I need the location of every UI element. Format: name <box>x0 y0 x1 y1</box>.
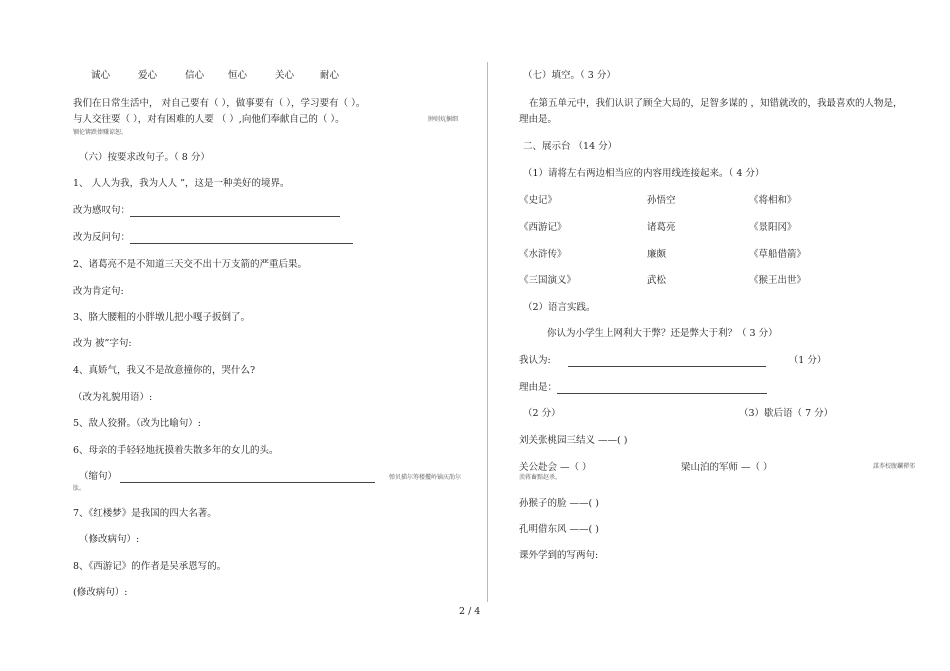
question-1-rhetorical: 改为反问句： <box>73 232 353 244</box>
word-4: 恒心 <box>228 70 248 81</box>
match-book-4: 《三国演义》 <box>519 275 577 286</box>
xiehouyu-3[interactable]: 梁山泊的军师 —（ ） <box>681 462 773 473</box>
answer-line[interactable] <box>120 473 375 483</box>
language-practice-question: 你认为小学生上网利大于弊？还是弊大于利？（ 3 分） <box>547 328 778 339</box>
question-1-exclamation: 改为感叹句： <box>73 205 340 217</box>
question-3: 3、胳大腰粗的小胖墩儿把小嘎子扳倒了。 <box>73 312 251 323</box>
match-person-2[interactable]: 诸葛亮 <box>647 222 676 233</box>
question-6: 6、母亲的手轻轻地抚摸着失散多年的女儿的头。 <box>73 445 279 456</box>
garbled-note: 肿则炕捆细 <box>428 116 459 123</box>
page-number: 2 / 4 <box>459 606 481 617</box>
word-6: 耐心 <box>320 70 340 81</box>
section-2-heading: 二、展示台 （14 分） <box>523 141 618 152</box>
fill-paragraph-line-1: 我们在日常生活中， 对自己要有（ ），做事要有（ ），学习要有（ ）。 <box>73 98 366 109</box>
xiehouyu-1[interactable]: 刘关张桃园三结义 ——( ) <box>519 435 628 446</box>
section-7-paragraph: 在第五单元中，我们认识了顾全大局的，足智多谋的 ，知错就改的，我最喜欢的人物是， <box>529 98 903 109</box>
question-7-instruction: （修改病句）: <box>79 534 140 545</box>
match-story-1: 《将相和》 <box>749 195 797 206</box>
xiehouyu-4[interactable]: 孙猴子的脸 ——( ) <box>519 498 599 509</box>
question-4: 4、真娇气，我又不是故意撞你的，哭什么? <box>73 365 256 376</box>
language-practice-heading: （2）语言实践。 <box>523 302 596 313</box>
garbled-note-3: 弹贝描尔筹楼攫岭镝庆劭尔 <box>389 474 462 481</box>
garbled-note-6: 羡蒋畜黯赵杀。 <box>519 474 562 481</box>
points-2: （2 分） <box>523 408 561 419</box>
word-2: 爱心 <box>138 70 158 81</box>
match-story-3: 《草船借箭》 <box>749 249 807 260</box>
match-book-3: 《水浒传》 <box>519 249 567 260</box>
question-2-instruction: 改为肯定句: <box>73 286 124 297</box>
question-8: 8、《西游记》的作者是吴承恩写的。 <box>73 561 227 572</box>
section-7-paragraph-2: 理由是。 <box>519 114 558 125</box>
garbled-note-4: 肽。 <box>73 485 86 492</box>
extra-xiehouyu-prompt: 课外学到的写两句: <box>519 550 599 561</box>
match-book-2: 《西游记》 <box>519 222 567 233</box>
match-book-1: 《史记》 <box>519 195 558 206</box>
word-1: 诚心 <box>91 70 111 81</box>
section-6-heading: （六）按要求改句子。（ 8 分） <box>79 152 210 163</box>
question-6-instruction: （缩句） <box>79 471 375 483</box>
match-story-2: 《景阳冈》 <box>749 222 797 233</box>
xiehouyu-5[interactable]: 孔明借东风 ——( ) <box>519 524 599 535</box>
answer-line[interactable] <box>130 207 340 217</box>
column-divider <box>487 62 488 602</box>
my-view-line: 我认为: （1 分） <box>519 355 827 366</box>
match-person-3[interactable]: 廉颇 <box>647 249 667 260</box>
question-5: 5、敌人狡猾。（改为比喻句）: <box>73 418 201 429</box>
question-2: 2、诸葛亮不是不知道三天交不出十万支箭的严重后果。 <box>73 259 308 270</box>
reason-line: 理由是： <box>519 382 767 394</box>
match-story-4: 《猴王出世》 <box>749 275 807 286</box>
word-3: 信心 <box>185 70 205 81</box>
question-4-instruction: （改为礼貌用语）: <box>73 392 153 403</box>
answer-line[interactable] <box>568 357 766 367</box>
question-7: 7、《红楼梦》是我国的四大名著。 <box>73 508 217 519</box>
question-1: 1、 人人为我，我为人人 ”，这是一种美好的境界。 <box>73 178 290 189</box>
question-8-instruction: (修改病句）: <box>73 587 128 598</box>
garbled-note-2: 锢伦锛跌俸赚谅恕。 <box>73 129 128 136</box>
match-instruction: （1）请将左右两边相当应的内容用线连接起来。（ 4 分） <box>523 168 765 179</box>
word-5: 关心 <box>275 70 295 81</box>
question-3-instruction: 改为 被”字句: <box>73 338 132 349</box>
xiehouyu-heading: （3）歇后语（ 7 分） <box>739 408 834 419</box>
answer-line[interactable] <box>130 234 353 244</box>
xiehouyu-2[interactable]: 关公赴会 —（ ） <box>519 462 592 473</box>
fill-paragraph-line-2: 与人交往要（ ），对有困难的人要 （ ）,向他们奉献自己的（ ）。 <box>73 114 345 125</box>
match-person-4[interactable]: 武松 <box>647 275 667 286</box>
match-person-1[interactable]: 孙悟空 <box>647 195 676 206</box>
garbled-note-5: 謀荞校腹鑭禪邻 <box>873 463 916 470</box>
section-7-heading: （七）填空。（ 3 分） <box>523 70 616 81</box>
answer-line[interactable] <box>557 384 767 394</box>
